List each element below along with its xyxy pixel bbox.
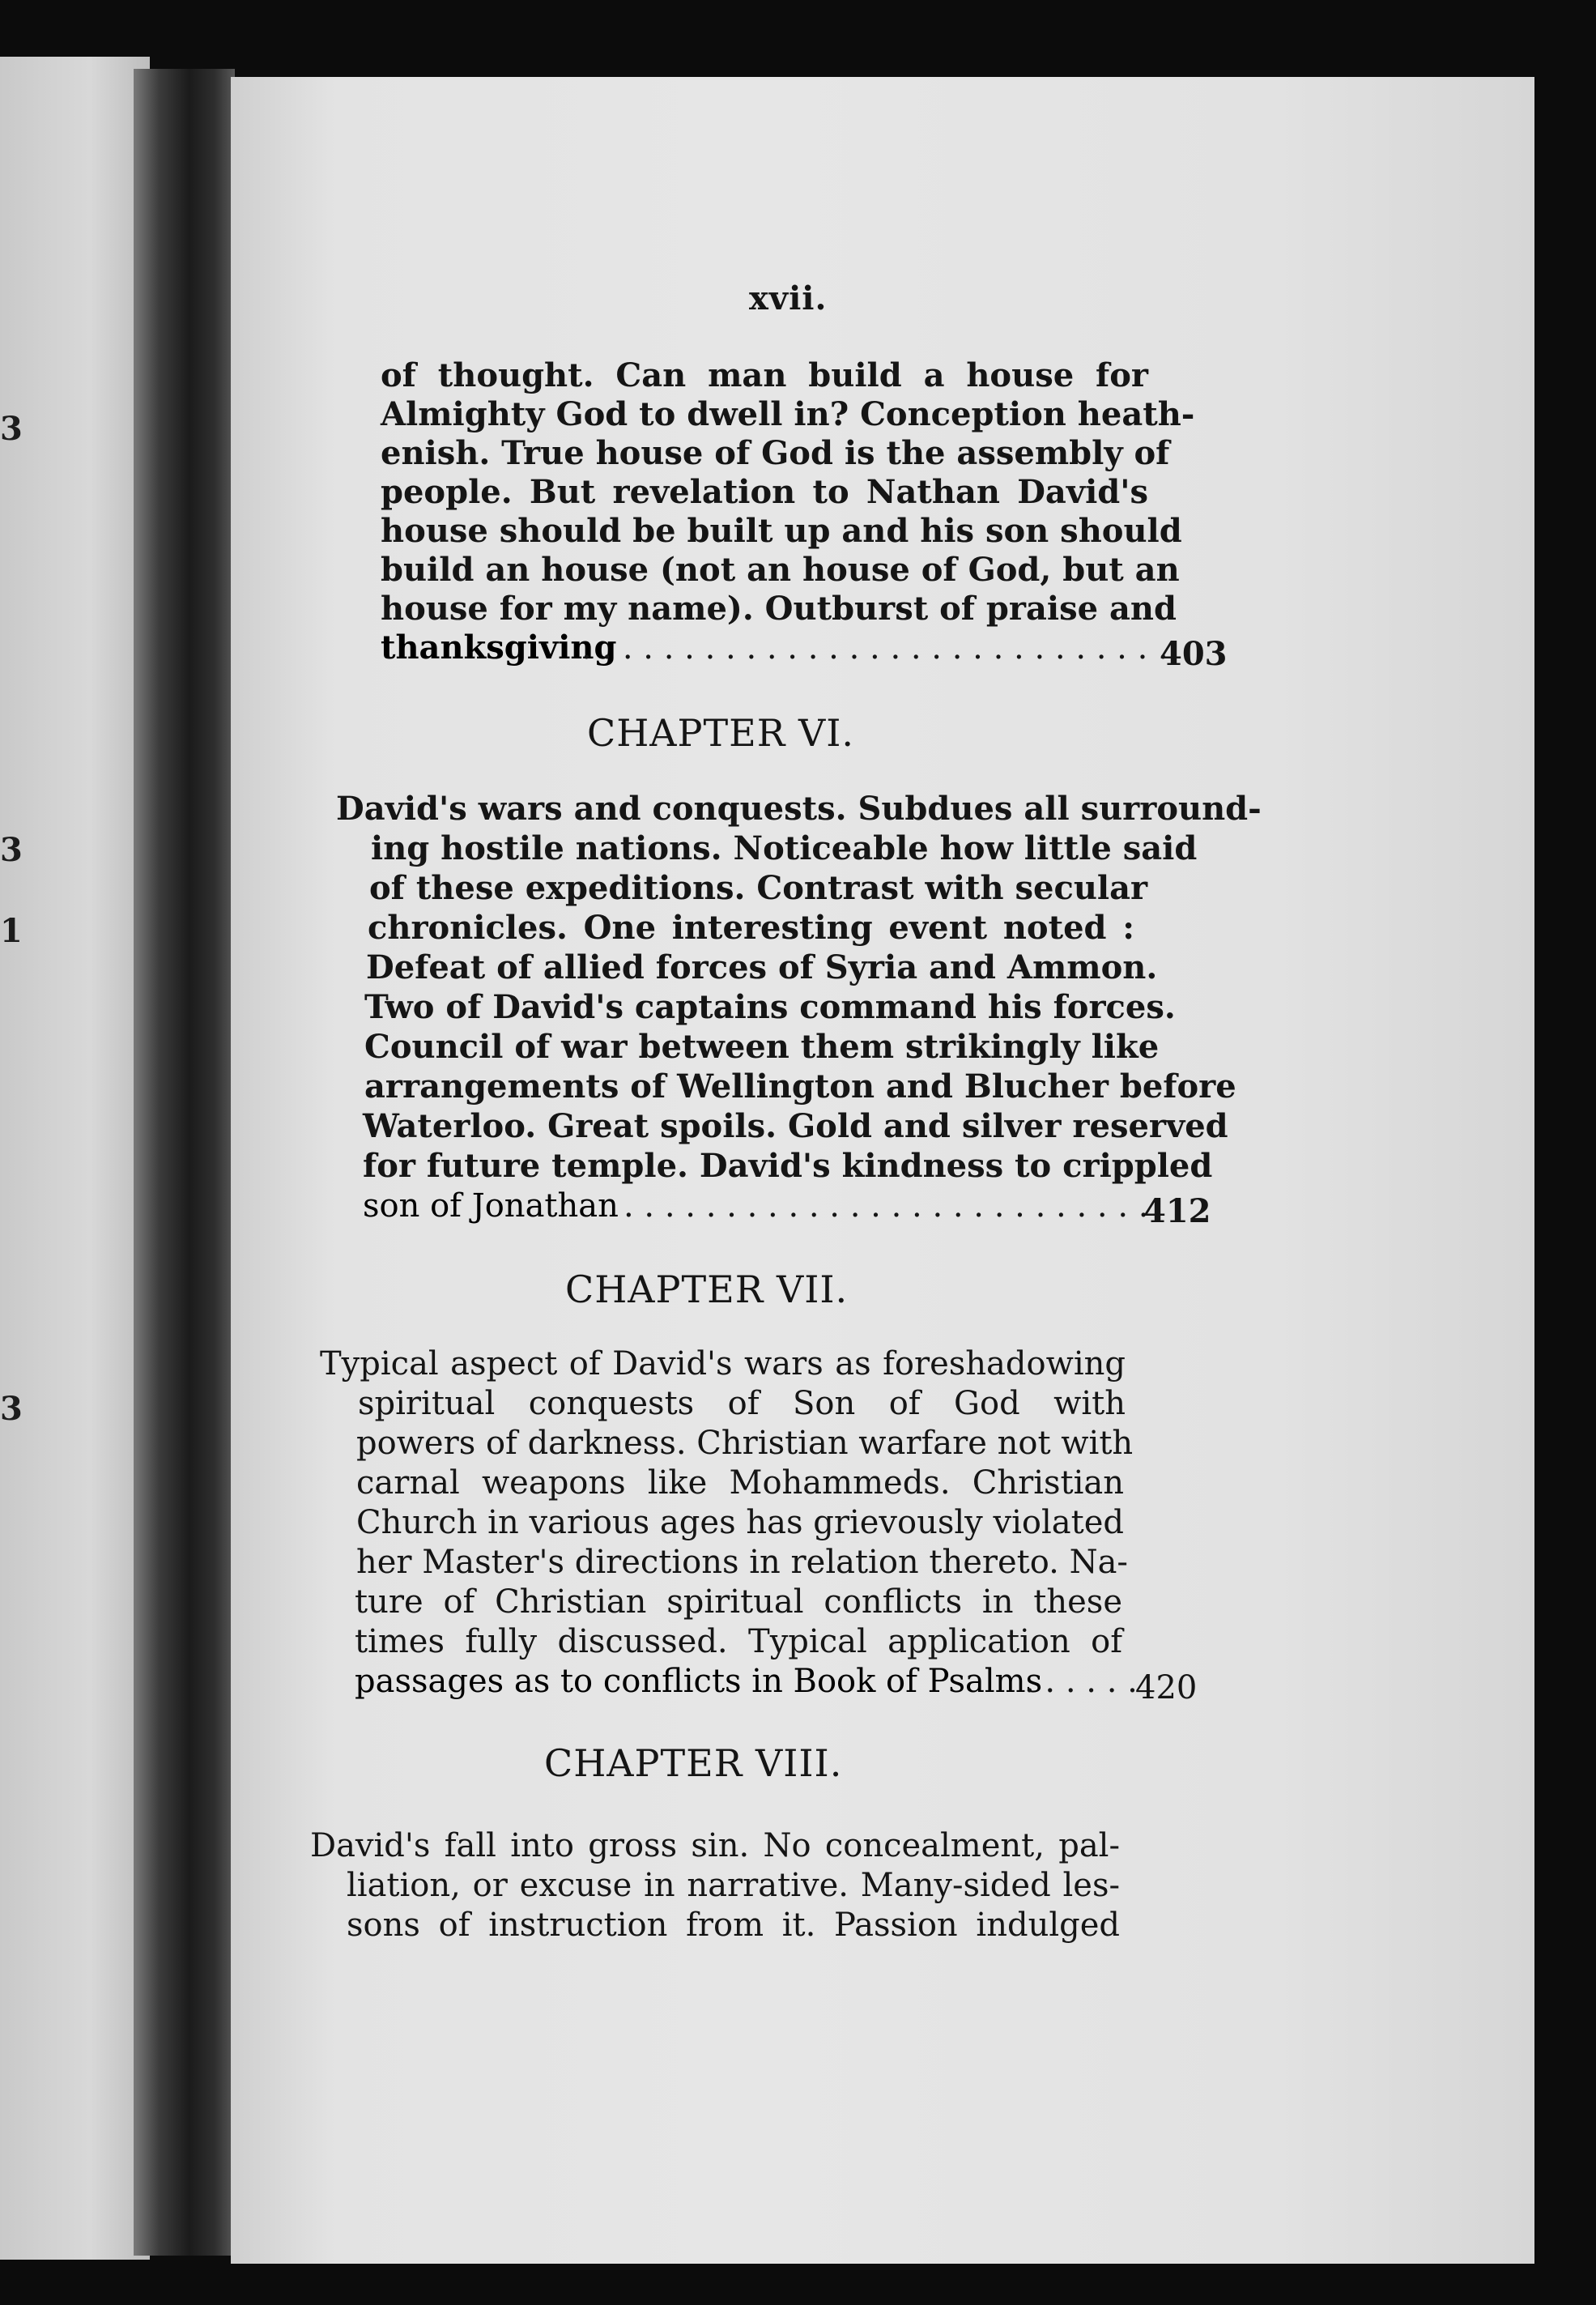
entry-line: ture of Christian spiritual conflicts in these [355, 1583, 1122, 1621]
entry-line: house for my name). Outburst of praise and [381, 590, 1177, 628]
left-page-edge [0, 57, 150, 2260]
entry-line: of thought. Can man build a house for [381, 356, 1148, 394]
entry-line: son of Jonathan [363, 1187, 619, 1225]
entry-line: of these expeditions. Contrast with secular [369, 869, 1148, 907]
entry-line: ing hostile nations. Noticeable how little said [371, 829, 1198, 867]
dot-leader: . . . . . . . . . . . . . . . . . . . . . . . . . . [624, 1187, 1149, 1225]
entry-line: passages as to conflicts in Book of Psalms [355, 1663, 1043, 1700]
entry-line: house should be built up and his son should [381, 512, 1182, 550]
entry-line: people. But revelation to Nathan David's [381, 473, 1148, 511]
page-number: 412 [1143, 1192, 1211, 1230]
book-gutter-shadow [134, 69, 235, 2256]
entry-line: Almighty God to dwell in? Conception heath- [381, 395, 1195, 433]
entry-line: times fully discussed. Typical application of [355, 1623, 1122, 1660]
entry-line: Church in various ages has grievously violated [356, 1504, 1124, 1541]
entry-line: for future temple. David's kindness to crippled [363, 1147, 1213, 1185]
chapter-heading: CHAPTER VI. [587, 711, 855, 755]
left-page-fragment: 3 [0, 1390, 23, 1428]
page-number: 420 [1135, 1669, 1198, 1706]
entry-line: chronicles. One interesting event noted : [368, 909, 1134, 947]
page-number: 403 [1160, 635, 1228, 673]
entry-line: liation, or excuse in narrative. Many-sided les- [347, 1867, 1120, 1904]
entry-line: build an house (not an house of God, but an [381, 551, 1180, 589]
chapter-heading: CHAPTER VIII. [544, 1741, 843, 1785]
entry-line: powers of darkness. Christian warfare not with [356, 1425, 1134, 1462]
entry-line: Typical aspect of David's wars as foreshadowing [320, 1345, 1126, 1383]
entry-line: David's wars and conquests. Subdues all surround- [336, 790, 1262, 828]
left-page-fragment: 3 [0, 831, 23, 869]
entry-line: Defeat of allied forces of Syria and Ammon. [366, 948, 1158, 986]
chapter-heading: CHAPTER VII. [565, 1268, 849, 1311]
entry-line: Council of war between them strikingly like [364, 1028, 1160, 1066]
left-page-fragment: 3 [0, 410, 23, 448]
entry-line: her Master's directions in relation thereto. Na- [356, 1544, 1128, 1581]
left-page-fragment: 1 [0, 912, 23, 950]
entry-line: Two of David's captains command his forces. [364, 988, 1176, 1026]
entry-line: thanksgiving [381, 628, 617, 667]
running-head: xvii. [749, 279, 828, 317]
entry-line: Waterloo. Great spoils. Gold and silver reserved [363, 1107, 1228, 1145]
entry-line: enish. True house of God is the assembly of [381, 434, 1170, 472]
entry-line: sons of instruction from it. Passion indulged [347, 1907, 1120, 1944]
dot-leader: . . . . . . . . . . . . . . . . . . . . . . . . . . . . . [581, 629, 1168, 667]
entry-line: David's fall into gross sin. No concealment, pal- [310, 1827, 1120, 1864]
entry-line: spiritual conquests of Son of God with [358, 1385, 1126, 1422]
entry-line: arrangements of Wellington and Blucher before [364, 1067, 1236, 1106]
dot-leader: . . . . . . [1024, 1663, 1138, 1700]
entry-line: carnal weapons like Mohammeds. Christian [356, 1464, 1124, 1502]
